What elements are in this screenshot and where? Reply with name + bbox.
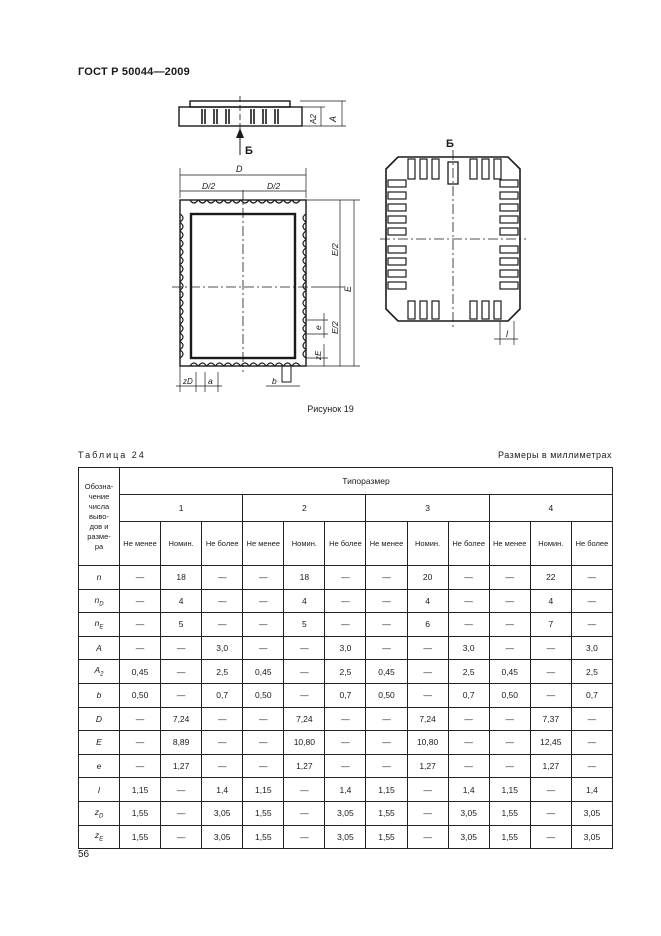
lead-pad <box>500 216 518 223</box>
page-number: 56 <box>78 849 90 860</box>
limit-subheader: Не более <box>325 522 366 566</box>
table-cell: 1,55 <box>489 801 530 825</box>
table-cell: 3,05 <box>202 825 243 849</box>
table-cell: — <box>161 778 202 802</box>
table-cell: 1,55 <box>120 801 161 825</box>
lead-pad <box>500 246 518 253</box>
table-cell: — <box>530 636 571 660</box>
table-cell: — <box>284 778 325 802</box>
table-cell: 1,4 <box>448 778 489 802</box>
table-cell: — <box>489 731 530 755</box>
lead-pad <box>388 204 406 211</box>
row-symbol-main: A <box>94 665 101 676</box>
lead-pad <box>500 180 518 187</box>
row-symbol <box>79 660 120 684</box>
table-cell: — <box>366 589 407 613</box>
designation-header-line: выво- <box>89 511 109 521</box>
table-cell: 6 <box>407 613 448 637</box>
row-symbol <box>79 754 120 778</box>
table-cell: — <box>489 613 530 637</box>
limit-subheader: Не менее <box>243 522 284 566</box>
table-cell: 5 <box>284 613 325 637</box>
table-cell: — <box>530 801 571 825</box>
table-cell: — <box>202 566 243 590</box>
row-symbol-main: b <box>96 690 102 701</box>
row-symbol-main: z <box>94 830 100 841</box>
designation-header-line: числа <box>88 501 110 511</box>
table-cell: 3,05 <box>202 801 243 825</box>
table-cell: — <box>284 683 325 707</box>
table-cell: 3,0 <box>571 636 612 660</box>
row-symbol-subscript: E <box>99 837 104 844</box>
table-cell: 2,5 <box>571 660 612 684</box>
row-symbol-main: E <box>96 737 102 748</box>
table-cell: — <box>448 566 489 590</box>
table-cell: — <box>571 566 612 590</box>
table-cell: — <box>448 613 489 637</box>
designation-header-line: Обозна- <box>84 481 114 491</box>
row-symbol-main: n <box>94 594 100 605</box>
table-cell: — <box>243 754 284 778</box>
table-cell: — <box>243 566 284 590</box>
dim-E2-top-label: E/2 <box>330 243 340 256</box>
table-cell: 1,55 <box>366 825 407 849</box>
row-symbol-subscript: E <box>99 624 104 631</box>
table-row <box>79 589 613 613</box>
lead-pad <box>420 301 427 319</box>
table-cell: — <box>325 707 366 731</box>
table-cell: 3,0 <box>325 636 366 660</box>
table-cell: — <box>448 754 489 778</box>
table-cell: 1,15 <box>489 778 530 802</box>
view-marker-label: Б <box>245 145 253 157</box>
table-row <box>79 707 613 731</box>
table-cell: — <box>284 636 325 660</box>
table-cell: 2,5 <box>448 660 489 684</box>
table-cell: — <box>407 660 448 684</box>
lead-pad <box>388 270 406 277</box>
table-cell: — <box>571 707 612 731</box>
table-cell: 1,15 <box>366 778 407 802</box>
lead-pad <box>432 301 439 319</box>
table-cell: — <box>325 589 366 613</box>
table-cell: 1,27 <box>284 754 325 778</box>
table-cell: — <box>489 754 530 778</box>
row-symbol-subscript: 2 <box>100 672 104 679</box>
table-cell: — <box>366 754 407 778</box>
table-cell: 3,05 <box>325 825 366 849</box>
lead-pad <box>500 204 518 211</box>
designation-header-line: ра <box>94 541 104 551</box>
table-row <box>79 613 613 637</box>
lead-pad <box>388 228 406 235</box>
table-cell: 3,0 <box>202 636 243 660</box>
table-cell: — <box>325 754 366 778</box>
row-symbol <box>79 589 120 613</box>
row-symbol-main: z <box>94 806 99 817</box>
table-cell: — <box>530 778 571 802</box>
view-marker-2-label: Б <box>446 138 454 150</box>
table-cell: — <box>489 566 530 590</box>
lead-pad <box>420 159 427 179</box>
table-cell: 0,45 <box>243 660 284 684</box>
table-cell: 1,15 <box>120 778 161 802</box>
table-cell: — <box>120 589 161 613</box>
table-cell: — <box>161 825 202 849</box>
row-symbol <box>79 778 120 802</box>
row-symbol-main: D <box>95 713 103 724</box>
dim-zE-label: zE <box>314 350 323 360</box>
table-cell: — <box>202 589 243 613</box>
table-cell: 0,7 <box>325 683 366 707</box>
table-cell: 8,89 <box>161 731 202 755</box>
table-cell: — <box>571 613 612 637</box>
size-column-header: 2 <box>243 495 366 522</box>
table-row <box>79 660 613 684</box>
lead-pad <box>388 246 406 253</box>
table-cell: 7,24 <box>284 707 325 731</box>
lead-pad <box>482 159 489 179</box>
lead-pad <box>494 159 501 179</box>
table-cell: — <box>366 707 407 731</box>
table-cell: 4 <box>530 589 571 613</box>
dim-D-label: D <box>236 164 243 174</box>
table-cell: 18 <box>284 566 325 590</box>
table-cell: — <box>120 754 161 778</box>
table-cell: 0,45 <box>366 660 407 684</box>
table-cell: 0,7 <box>448 683 489 707</box>
table-cell: — <box>407 801 448 825</box>
table-cell: — <box>407 778 448 802</box>
table-cell: 7 <box>530 613 571 637</box>
dim-zD-label: zD <box>183 377 193 386</box>
package-drawing <box>0 0 661 400</box>
dim-A-label: A <box>328 115 338 122</box>
dim-l-label: l <box>506 329 508 339</box>
table-cell: — <box>161 801 202 825</box>
table-cell: — <box>325 731 366 755</box>
table-cell: — <box>571 731 612 755</box>
table-cell: 7,24 <box>161 707 202 731</box>
designation-header-line: дов и <box>89 521 109 531</box>
table-cell: — <box>366 613 407 637</box>
designation-header-line: чение <box>88 491 110 501</box>
row-symbol <box>79 566 120 590</box>
table-cell: — <box>407 825 448 849</box>
limit-subheader: Номин. <box>284 522 325 566</box>
row-symbol <box>79 613 120 637</box>
table-row <box>79 683 613 707</box>
table-cell: 1,4 <box>571 778 612 802</box>
table-cell: 3,05 <box>448 801 489 825</box>
table-row <box>79 566 613 590</box>
limit-subheader: Не менее <box>366 522 407 566</box>
table-cell: — <box>243 731 284 755</box>
table-cell: 0,50 <box>489 683 530 707</box>
table-cell: 2,5 <box>202 660 243 684</box>
table-cell: 0,7 <box>571 683 612 707</box>
table-cell: — <box>489 707 530 731</box>
row-symbol-main: A <box>96 643 102 654</box>
dim-a-label: a <box>208 376 213 386</box>
table-cell: — <box>407 683 448 707</box>
table-cell: 2,5 <box>325 660 366 684</box>
table-cell: 22 <box>530 566 571 590</box>
table-row <box>79 731 613 755</box>
lead-pad <box>500 228 518 235</box>
table-cell: — <box>243 613 284 637</box>
table-cell: 1,55 <box>243 801 284 825</box>
size-header: Типоразмер <box>120 468 613 495</box>
table-cell: — <box>120 731 161 755</box>
table-cell: — <box>489 589 530 613</box>
table-cell: — <box>284 825 325 849</box>
table-units: Размеры в миллиметрах <box>498 450 612 460</box>
table-cell: 0,50 <box>120 683 161 707</box>
table-cell: 1,27 <box>530 754 571 778</box>
table-cell: — <box>202 613 243 637</box>
limit-subheader: Номин. <box>530 522 571 566</box>
table-cell: 1,4 <box>325 778 366 802</box>
table-cell: 18 <box>161 566 202 590</box>
table-cell: 1,55 <box>366 801 407 825</box>
table-cell: 1,27 <box>407 754 448 778</box>
table-cell: 3,05 <box>571 825 612 849</box>
designation-header-line: разме- <box>87 531 111 541</box>
table-cell: 1,55 <box>120 825 161 849</box>
table-cell: 1,55 <box>243 825 284 849</box>
dim-e-label: e <box>313 325 323 330</box>
lead-pad <box>482 301 489 319</box>
row-symbol <box>79 731 120 755</box>
table-cell: — <box>161 636 202 660</box>
table-row <box>79 825 613 849</box>
table-cell: 7,37 <box>530 707 571 731</box>
table-cell: 3,05 <box>448 825 489 849</box>
lead-pad <box>388 258 406 265</box>
table-row <box>79 636 613 660</box>
table-cell: — <box>448 731 489 755</box>
row-symbol-main: n <box>94 618 100 629</box>
lead-pad <box>388 282 406 289</box>
table-cell: 3,05 <box>571 801 612 825</box>
designation-header <box>79 468 120 566</box>
table-cell: 10,80 <box>284 731 325 755</box>
side-view <box>179 96 346 155</box>
lead-pad <box>500 192 518 199</box>
dim-E2-bottom-label: E/2 <box>330 321 340 334</box>
size-column-header: 1 <box>120 495 243 522</box>
size-column-header: 4 <box>489 495 612 522</box>
table-row <box>79 801 613 825</box>
table-cell: — <box>243 589 284 613</box>
table-cell: — <box>243 707 284 731</box>
lead-pad <box>500 270 518 277</box>
table-cell: 4 <box>161 589 202 613</box>
table-cell: — <box>571 589 612 613</box>
table-cell: 0,50 <box>366 683 407 707</box>
table-cell: — <box>448 707 489 731</box>
row-symbol <box>79 825 120 849</box>
lead-pad <box>408 159 415 179</box>
table-cell: 3,0 <box>448 636 489 660</box>
dim-b-label: b <box>272 376 277 386</box>
row-symbol-main: e <box>96 761 102 772</box>
size-column-header: 3 <box>366 495 489 522</box>
table-cell: — <box>243 636 284 660</box>
table-cell: 10,80 <box>407 731 448 755</box>
table-cell: 1,15 <box>243 778 284 802</box>
limit-subheader: Не более <box>571 522 612 566</box>
table-cell: — <box>530 825 571 849</box>
lead-pad <box>470 301 477 319</box>
dim-D2-right-label: D/2 <box>267 181 281 191</box>
table-cell: 5 <box>161 613 202 637</box>
table-cell: 12,45 <box>530 731 571 755</box>
lead-pad <box>432 159 439 179</box>
top-view <box>380 150 526 345</box>
table-cell: — <box>571 754 612 778</box>
table-cell: 4 <box>284 589 325 613</box>
dim-A2-label: A2 <box>309 114 318 124</box>
dim-E-label: E <box>343 285 353 292</box>
table-cell: — <box>284 660 325 684</box>
lead-pad <box>388 180 406 187</box>
limit-subheader: Номин. <box>407 522 448 566</box>
lead-pad <box>408 301 415 319</box>
table-cell: — <box>489 636 530 660</box>
table-cell: 0,45 <box>489 660 530 684</box>
table-cell: — <box>120 707 161 731</box>
table-cell: — <box>202 731 243 755</box>
table-cell: — <box>161 683 202 707</box>
standard-title: ГОСТ Р 50044—2009 <box>78 66 190 78</box>
table-cell: — <box>202 707 243 731</box>
table-cell: 1,27 <box>161 754 202 778</box>
row-symbol <box>79 636 120 660</box>
table-cell: — <box>325 566 366 590</box>
table-cell: — <box>366 566 407 590</box>
table-cell: — <box>530 683 571 707</box>
table-cell: 4 <box>407 589 448 613</box>
lead-pad <box>494 301 501 319</box>
row-symbol <box>79 683 120 707</box>
table-cell: — <box>284 801 325 825</box>
table-cell: 0,50 <box>243 683 284 707</box>
table-row <box>79 754 613 778</box>
lead-pad <box>500 258 518 265</box>
table-cell: 3,05 <box>325 801 366 825</box>
limit-subheader: Не более <box>448 522 489 566</box>
table-row <box>79 778 613 802</box>
row-symbol-subscript: D <box>99 601 104 608</box>
row-symbol-subscript: D <box>98 813 104 820</box>
table-cell: — <box>161 660 202 684</box>
lead-pad <box>500 282 518 289</box>
table-cell: 1,55 <box>489 825 530 849</box>
row-symbol-main: n <box>96 572 102 583</box>
limit-subheader: Не менее <box>120 522 161 566</box>
row-symbol <box>79 801 120 825</box>
dim-D2-left-label: D/2 <box>202 181 216 191</box>
table-cell: — <box>120 636 161 660</box>
table-cell: 1,4 <box>202 778 243 802</box>
row-symbol <box>79 707 120 731</box>
bottom-view <box>172 168 360 392</box>
table-cell: 7,24 <box>407 707 448 731</box>
limit-subheader: Номин. <box>161 522 202 566</box>
table-cell: — <box>530 660 571 684</box>
table-cell: — <box>366 731 407 755</box>
limit-subheader: Не менее <box>489 522 530 566</box>
table-cell: — <box>366 636 407 660</box>
table-cell: — <box>120 613 161 637</box>
lead-pad <box>388 192 406 199</box>
dimensions-table <box>78 467 613 849</box>
table-cell: 20 <box>407 566 448 590</box>
table-cell: 0,45 <box>120 660 161 684</box>
table-cell: — <box>120 566 161 590</box>
table-cell: — <box>325 613 366 637</box>
table-cell: — <box>448 589 489 613</box>
limit-subheader: Не более <box>202 522 243 566</box>
table-cell: 0,7 <box>202 683 243 707</box>
lead-pad <box>388 216 406 223</box>
table-label: Таблица 24 <box>78 450 146 460</box>
figure-caption: Рисунок 19 <box>307 404 354 414</box>
lead-pad <box>470 159 477 179</box>
row-symbol-main: l <box>98 784 100 795</box>
table-cell: — <box>407 636 448 660</box>
table-cell: — <box>202 754 243 778</box>
